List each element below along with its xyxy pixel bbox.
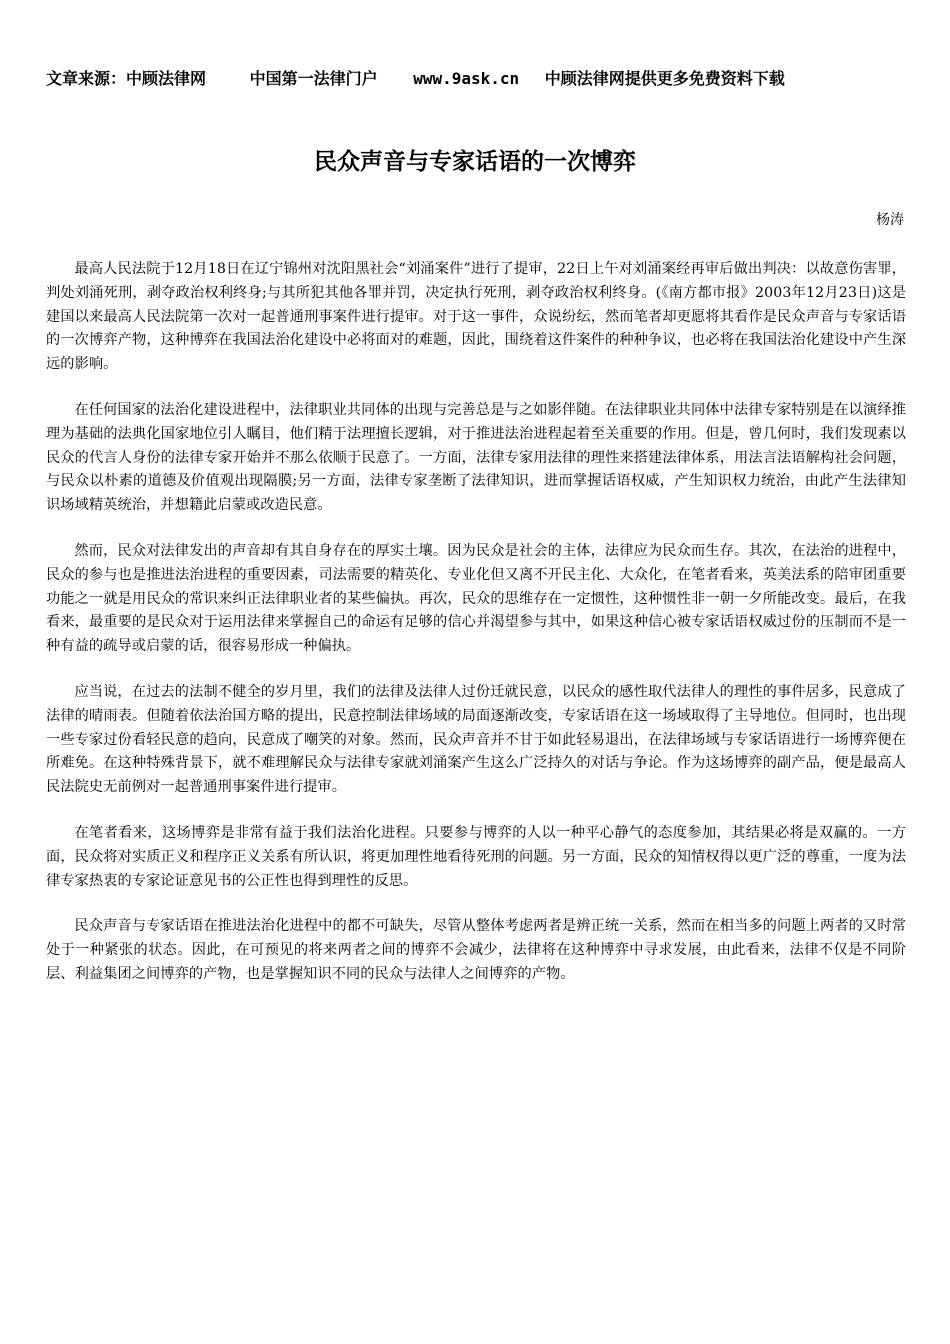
article-body — [46, 258, 906, 1009]
article-paragraph: 最高人民法院于12月18日在辽宁锦州对沈阳黑社会“刘涌案件”进行了提审，22日上午对刘涌案经再审后做出判决：以故意伤害罪，判处刘涌死刑，剥夺政治权利终身;与其所犯其他各罪并罚，决定执行死刑，剥夺政治权利终身。(《南方都市报》2003年12月23日)这是建国以来最高人民法院第一次对一起普通刑事案件进行提审。对于这一事件，众说纷纭，然而笔者却更愿将其看作是民众声音与专家话语的一次博弈产物，这种博弈在我国法治化建设中必将面对的难题，因此，围绕着这件案件的种种争议，也必将在我国法治化建设中产生深远的影响。 — [46, 261, 906, 373]
source-label: 文章来源：中顾法律网 — [46, 69, 207, 88]
source-header — [46, 68, 916, 90]
website-url[interactable]: www.9ask.cn — [413, 69, 520, 88]
portal-slogan: 中国第一法律门户 — [249, 69, 378, 88]
article-paragraph: 民众声音与专家话语在推进法治化进程中的都不可缺失，尽管从整体考虑两者是辨正统一关系，然而在相当多的问题上两者的又时常处于一种紧张的状态。因此，在可预见的将来两者之间的博弈不会减少，法律将在这种博弈中寻求发展，由此看来，法律不仅是不同阶层、利益集团之间博弈的产物，也是掌握知识不同的民众与法律人之间博弈的产物。 — [46, 918, 906, 982]
article-title: 民众声音与专家话语的一次博弈 — [314, 149, 636, 175]
article-paragraph: 应当说，在过去的法制不健全的岁月里，我们的法律及法律人过份迁就民意，以民众的感性取代法律人的理性的事件居多，民意成了法律的晴雨表。但随着依法治国方略的提出，民意控制法律场域的局面逐渐改变，专家话语在这一场域取得了主导地位。但同时，也出现一些专家过份看轻民意的趋向，民意成了嘲笑的对象。然而，民众声音并不甘于如此轻易退出，在法律场域与专家话语进行一场博弈便在所难免。在这种特殊背景下，就不难理解民众与法律专家就刘涌案产生这么广泛持久的对话与争论。作为这场博弈的副产品，便是最高人民法院史无前例对一起普通刑事案件进行提审。 — [46, 683, 906, 796]
article-paragraph: 在笔者看来，这场博弈是非常有益于我们法治化进程。只要参与博弈的人以一种平心静气的态度参加，其结果必将是双赢的。一方面，民众将对实质正义和程序正义关系有所认识，将更加理性地看待死刑的问题。另一方面，民众的知情权得以更广泛的尊重，一度为法律专家热衷的专家论证意见书的公正性也得到理性的反思。 — [46, 824, 906, 889]
article-paragraph: 在任何国家的法治化建设进程中，法律职业共同体的出现与完善总是与之如影伴随。在法律职业共同体中法律专家特别是在以演绎推理为基础的法典化国家地位引人瞩目，他们精于法理擅长逻辑，对于推进法治进程起着至关重要的作用。但是，曾几何时，我们发现素以民众的代言人身份的法律专家开始并不那么依顺于民意了。一方面，法律专家用法律的理性来搭建法律体系，用法言法语解构社会问题，与民众以朴素的道德及价值观出现隔膜;另一方面，法律专家垄断了法律知识，进而掌握话语权威，产生知识权力统治，由此产生法律知识场域精英统治，并想籍此启蒙或改造民意。 — [46, 401, 906, 514]
article-paragraph: 然而，民众对法律发出的声音却有其自身存在的厚实土壤。因为民众是社会的主体，法律应为民众而生存。其次，在法治的进程中，民众的参与也是推进法治进程的重要因素，司法需要的精英化、专业化但又离不开民主化、大众化，在笔者看来，英美法系的陪审团重要功能之一就是用民众的常识来纠正法律职业者的某些偏执。再次，民众的思维存在一定惯性，这种惯性非一朝一夕所能改变。最后，在我看来，最重要的是民众对于运用法律来掌握自己的命运有足够的信心并渴望参与其中，如果这种信心被专家话语权威过份的压制而不是一种有益的疏导或启蒙的话，很容易形成一种偏执。 — [46, 542, 906, 655]
download-promo: 中顾法律网提供更多免费资料下载 — [544, 69, 785, 88]
article-author: 杨涛 — [876, 212, 904, 228]
